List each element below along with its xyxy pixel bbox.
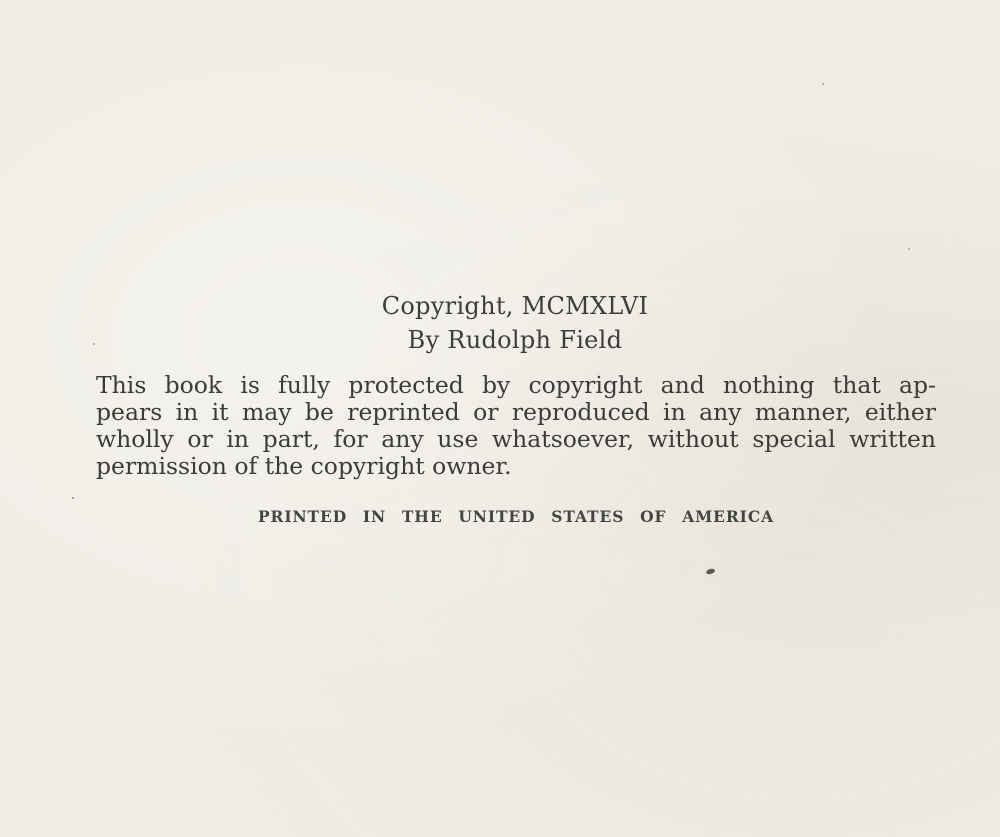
paper-speck	[822, 83, 824, 85]
notice-line-4: permission of the copyright owner.	[96, 452, 512, 480]
author-line: By Rudolph Field	[407, 326, 623, 354]
notice-line-2: pears in it may be reprinted or reproduced in any manner, either	[96, 398, 936, 426]
paper-speck	[908, 248, 910, 250]
paper-speck	[72, 497, 74, 499]
copyright-year-line: Copyright, MCMXLVI	[381, 292, 649, 320]
copyright-notice-paragraph	[96, 372, 936, 480]
paper-speck	[706, 568, 716, 575]
notice-line-1: This book is fully protected by copyright and nothing that ap-	[96, 371, 936, 399]
printed-in-usa-line: PRINTED IN THE UNITED STATES OF AMERICA	[258, 507, 774, 526]
notice-line-3: wholly or in part, for any use whatsoever, without special written	[96, 425, 936, 453]
paper-speck	[93, 343, 95, 345]
